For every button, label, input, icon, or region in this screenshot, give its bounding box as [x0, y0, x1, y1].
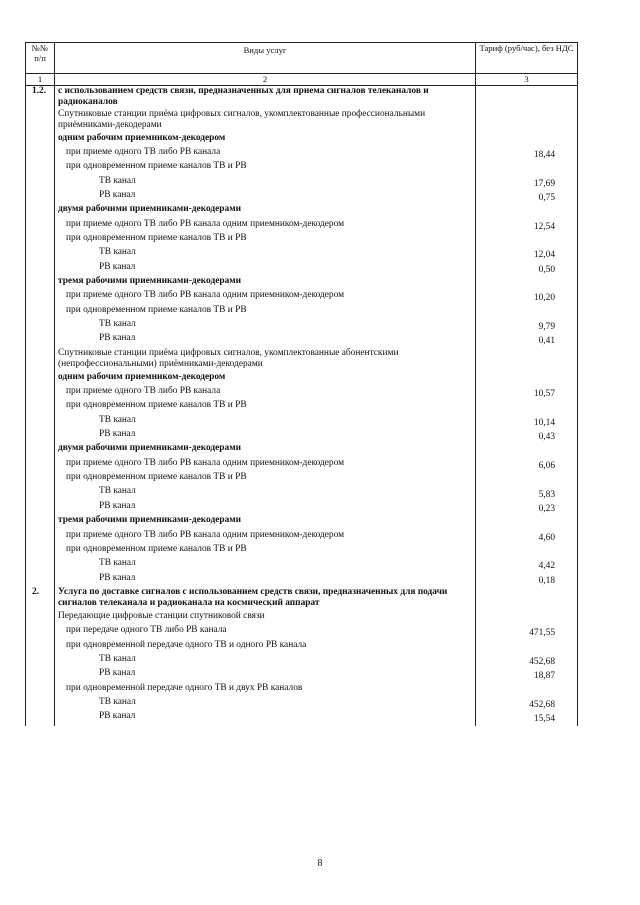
- tariff-value: [476, 372, 578, 386]
- table-row: [26, 668, 578, 682]
- row-number: 1.2.: [26, 86, 55, 109]
- table-row: [26, 333, 578, 347]
- row-number: [26, 400, 55, 414]
- row-number: [26, 683, 55, 697]
- service-description: Спутниковые станции приёма цифровых сигналов, укомплектованные профессиональными приёмниками-декодерами: [55, 109, 476, 133]
- row-number: [26, 458, 55, 472]
- tariff-value: [476, 472, 578, 486]
- tariff-value: [476, 400, 578, 414]
- table-row: [26, 348, 578, 372]
- service-description: одним рабочим приемником-декодером: [55, 133, 476, 147]
- header-tariff-col: Тариф (руб/час), без НДС: [476, 43, 578, 74]
- service-description: Услуга по доставке сигналов с использованием средств связи, предназначенных для подачи сигналов телеканала и радиоканала на космический аппарат: [55, 587, 476, 611]
- row-number: [26, 625, 55, 639]
- table-row: [26, 530, 578, 544]
- tariff-value: 0,41: [476, 333, 578, 347]
- service-description: при одновременной передаче одного ТВ и двух РВ каналов: [55, 683, 476, 697]
- service-description: при приеме одного ТВ либо РВ канала одним приемником-декодером: [55, 458, 476, 472]
- row-number: [26, 668, 55, 682]
- row-number: [26, 711, 55, 725]
- table-row: [26, 305, 578, 319]
- table-row: [26, 654, 578, 668]
- tariff-value: [476, 161, 578, 175]
- tariff-value: 0,18: [476, 573, 578, 587]
- row-number: [26, 558, 55, 572]
- service-description: при передаче одного ТВ либо РВ канала: [55, 625, 476, 639]
- row-number: 2.: [26, 587, 55, 611]
- table-row: [26, 133, 578, 147]
- header-index-3: 3: [476, 74, 578, 86]
- tariff-value: 17,69: [476, 176, 578, 190]
- row-number: [26, 697, 55, 711]
- service-description: при приеме одного ТВ либо РВ канала одним приемником-декодером: [55, 290, 476, 304]
- service-description: при одновременной передаче одного ТВ и одного РВ канала: [55, 640, 476, 654]
- page-number: 8: [317, 858, 323, 869]
- table-row: [26, 587, 578, 611]
- header-index-1: 1: [26, 74, 55, 86]
- service-description: при одновременном приеме каналов ТВ и РВ: [55, 233, 476, 247]
- service-description: РВ канал: [55, 190, 476, 204]
- table-row: [26, 400, 578, 414]
- tariff-table: [25, 42, 578, 726]
- tariff-value: 5,83: [476, 486, 578, 500]
- service-description: при одновременном приеме каналов ТВ и РВ: [55, 161, 476, 175]
- tariff-value: 18,44: [476, 147, 578, 161]
- row-number: [26, 472, 55, 486]
- tariff-value: [476, 640, 578, 654]
- service-description: при приеме одного ТВ либо РВ канала: [55, 386, 476, 400]
- tariff-value: 6,06: [476, 458, 578, 472]
- table-row: [26, 625, 578, 639]
- row-number: [26, 515, 55, 529]
- table-row: [26, 501, 578, 515]
- service-description: РВ канал: [55, 333, 476, 347]
- row-number: [26, 611, 55, 625]
- tariff-value: [476, 515, 578, 529]
- service-description: с использованием средств связи, предназначенных для приема сигналов телеканалов и радиоканалов: [55, 86, 476, 109]
- service-description: ТВ канал: [55, 558, 476, 572]
- row-number: [26, 654, 55, 668]
- tariff-value: 18,87: [476, 668, 578, 682]
- table-row: [26, 697, 578, 711]
- row-number: [26, 372, 55, 386]
- tariff-value: 4,60: [476, 530, 578, 544]
- row-number: [26, 319, 55, 333]
- table-row: [26, 386, 578, 400]
- row-number: [26, 305, 55, 319]
- tariff-value: 9,79: [476, 319, 578, 333]
- table-row: [26, 429, 578, 443]
- row-number: [26, 290, 55, 304]
- row-number: [26, 386, 55, 400]
- tariff-value: [476, 348, 578, 372]
- row-number: [26, 530, 55, 544]
- row-number: [26, 247, 55, 261]
- tariff-value: 10,20: [476, 290, 578, 304]
- table-row: [26, 711, 578, 725]
- tariff-value: 452,68: [476, 697, 578, 711]
- row-number: [26, 443, 55, 457]
- row-number: [26, 573, 55, 587]
- tariff-value: 452,68: [476, 654, 578, 668]
- row-number: [26, 415, 55, 429]
- tariff-value: 10,57: [476, 386, 578, 400]
- table-row: [26, 573, 578, 587]
- row-number: [26, 333, 55, 347]
- tariff-value: 12,54: [476, 219, 578, 233]
- table-row: [26, 262, 578, 276]
- row-number: [26, 544, 55, 558]
- tariff-value: [476, 611, 578, 625]
- tariff-value: 10,14: [476, 415, 578, 429]
- service-description: РВ канал: [55, 668, 476, 682]
- service-description: при одновременном приеме каналов ТВ и РВ: [55, 544, 476, 558]
- service-description: ТВ канал: [55, 486, 476, 500]
- table-row: [26, 611, 578, 625]
- table-row: [26, 472, 578, 486]
- table-row: [26, 443, 578, 457]
- service-description: двумя рабочими приемниками-декодерами: [55, 204, 476, 218]
- tariff-value: [476, 587, 578, 611]
- table-row: [26, 109, 578, 133]
- table-row: [26, 176, 578, 190]
- service-description: двумя рабочими приемниками-декодерами: [55, 443, 476, 457]
- service-description: при приеме одного ТВ либо РВ канала одним приемником-декодером: [55, 530, 476, 544]
- tariff-value: [476, 276, 578, 290]
- tariff-value: 0,75: [476, 190, 578, 204]
- service-description: ТВ канал: [55, 415, 476, 429]
- tariff-value: [476, 109, 578, 133]
- service-description: при одновременном приеме каналов ТВ и РВ: [55, 305, 476, 319]
- tariff-value: [476, 443, 578, 457]
- service-description: РВ канал: [55, 501, 476, 515]
- service-description: тремя рабочими приемниками-декодерами: [55, 515, 476, 529]
- row-number: [26, 348, 55, 372]
- service-description: РВ канал: [55, 711, 476, 725]
- table-row: [26, 372, 578, 386]
- table-row: [26, 290, 578, 304]
- tariff-value: 471,55: [476, 625, 578, 639]
- service-description: при одновременном приеме каналов ТВ и РВ: [55, 472, 476, 486]
- header-number-col: №№ п/п: [26, 43, 55, 74]
- service-description: Спутниковые станции приёма цифровых сигналов, укомплектованные абонентскими (непрофессиональными) приёмниками-декодерами: [55, 348, 476, 372]
- service-description: РВ канал: [55, 573, 476, 587]
- tariff-value: 4,42: [476, 558, 578, 572]
- table-row: [26, 415, 578, 429]
- row-number: [26, 219, 55, 233]
- tariff-value: [476, 544, 578, 558]
- service-description: при приеме одного ТВ либо РВ канала одним приемником-декодером: [55, 219, 476, 233]
- tariff-value: [476, 133, 578, 147]
- tariff-value: [476, 86, 578, 109]
- tariff-value: 0,23: [476, 501, 578, 515]
- service-description: ТВ канал: [55, 697, 476, 711]
- row-number: [26, 501, 55, 515]
- table-row: [26, 544, 578, 558]
- header-index-2: 2: [55, 74, 476, 86]
- tariff-value: [476, 233, 578, 247]
- row-number: [26, 486, 55, 500]
- table-row: [26, 458, 578, 472]
- service-description: ТВ канал: [55, 654, 476, 668]
- table-row: [26, 86, 578, 109]
- row-number: [26, 176, 55, 190]
- row-number: [26, 147, 55, 161]
- service-description: ТВ канал: [55, 176, 476, 190]
- table-row: [26, 204, 578, 218]
- service-description: РВ канал: [55, 262, 476, 276]
- service-description: ТВ канал: [55, 247, 476, 261]
- header-services-col: Виды услуг: [55, 43, 476, 74]
- table-row: [26, 319, 578, 333]
- table-row: [26, 640, 578, 654]
- service-description: одним рабочим приемником-декодером: [55, 372, 476, 386]
- table-row: [26, 683, 578, 697]
- tariff-value: [476, 204, 578, 218]
- table-row: [26, 190, 578, 204]
- row-number: [26, 429, 55, 443]
- tariff-value: [476, 683, 578, 697]
- service-description: ТВ канал: [55, 319, 476, 333]
- table-row: [26, 276, 578, 290]
- tariff-value: [476, 305, 578, 319]
- table-row: [26, 247, 578, 261]
- service-description: при приеме одного ТВ либо РВ канала: [55, 147, 476, 161]
- row-number: [26, 190, 55, 204]
- service-description: тремя рабочими приемниками-декодерами: [55, 276, 476, 290]
- row-number: [26, 262, 55, 276]
- row-number: [26, 109, 55, 133]
- row-number: [26, 276, 55, 290]
- table-header: [26, 43, 578, 86]
- table-row: [26, 515, 578, 529]
- row-number: [26, 204, 55, 218]
- row-number: [26, 233, 55, 247]
- tariff-value: 15,54: [476, 711, 578, 725]
- table-row: [26, 486, 578, 500]
- table-row: [26, 233, 578, 247]
- tariff-value: 12,04: [476, 247, 578, 261]
- table-body: [26, 86, 578, 726]
- table-row: [26, 219, 578, 233]
- row-number: [26, 640, 55, 654]
- table-row: [26, 161, 578, 175]
- row-number: [26, 161, 55, 175]
- row-number: [26, 133, 55, 147]
- tariff-value: 0,43: [476, 429, 578, 443]
- service-description: РВ канал: [55, 429, 476, 443]
- service-description: при одновременном приеме каналов ТВ и РВ: [55, 400, 476, 414]
- table-row: [26, 147, 578, 161]
- service-description: Передающие цифровые станции спутниковой связи: [55, 611, 476, 625]
- table-row: [26, 558, 578, 572]
- tariff-value: 0,50: [476, 262, 578, 276]
